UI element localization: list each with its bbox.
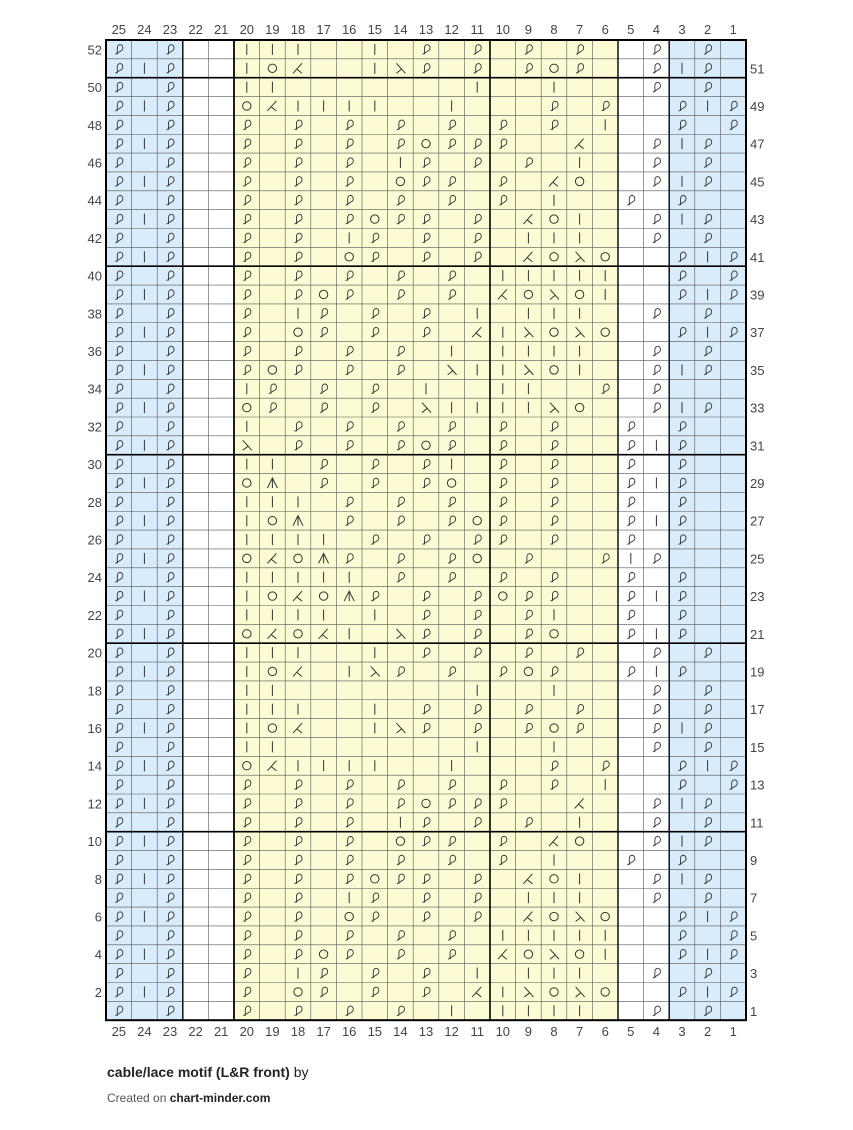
row-number-right: 21 (750, 626, 765, 642)
row-number-right: 45 (750, 174, 765, 190)
column-number-top: 15 (367, 22, 383, 37)
row-number-right: 41 (750, 249, 765, 265)
column-number-bottom: 24 (137, 1024, 152, 1040)
column-number-bottom: 22 (188, 1024, 203, 1040)
column-number-bottom: 4 (652, 1024, 661, 1040)
row-number-right: 29 (750, 475, 765, 491)
row-number-left: 52 (87, 42, 102, 58)
row-number-left: 44 (87, 193, 102, 209)
credit-line (107, 1091, 308, 1105)
column-number-top: 17 (316, 22, 331, 37)
column-number-top: 6 (601, 22, 609, 37)
row-number-right: 5 (750, 928, 758, 944)
row-number-left: 28 (87, 494, 102, 510)
row-number-right: 43 (750, 212, 765, 228)
column-number-bottom: 20 (239, 1024, 255, 1040)
column-number-top: 18 (290, 22, 306, 37)
row-number-left: 42 (87, 230, 102, 246)
row-number-right: 23 (750, 589, 765, 605)
column-number-bottom: 12 (444, 1024, 459, 1040)
column-number-bottom: 21 (213, 1024, 229, 1040)
column-number-top: 13 (418, 22, 434, 37)
site-link[interactable]: chart-minder.com (169, 1091, 271, 1105)
row-number-right: 17 (750, 702, 765, 718)
column-number-bottom: 19 (265, 1024, 280, 1040)
column-number-top: 1 (729, 22, 737, 37)
row-number-right: 37 (750, 325, 765, 341)
row-number-left: 18 (87, 683, 102, 699)
row-number-right: 1 (750, 1003, 758, 1019)
chart-title-line (107, 1064, 308, 1080)
row-number-right: 39 (750, 287, 765, 303)
column-number-bottom: 6 (601, 1024, 609, 1040)
column-number-bottom: 5 (627, 1024, 635, 1040)
row-number-left: 10 (87, 834, 102, 850)
row-number-right: 31 (750, 438, 765, 454)
column-number-bottom: 2 (703, 1024, 712, 1040)
row-number-left: 46 (87, 155, 102, 171)
row-number-left: 38 (87, 306, 102, 322)
column-number-top: 25 (111, 22, 127, 37)
row-number-right: 19 (750, 664, 765, 680)
column-number-top: 19 (265, 22, 280, 37)
row-number-left: 24 (87, 570, 102, 586)
column-number-bottom: 15 (367, 1024, 383, 1040)
row-number-right: 13 (750, 777, 765, 793)
column-number-top: 3 (678, 22, 686, 37)
row-number-left: 36 (87, 344, 102, 360)
row-number-right: 25 (750, 551, 765, 567)
column-number-top: 7 (575, 22, 584, 37)
column-number-bottom: 7 (575, 1024, 584, 1040)
row-number-left: 22 (87, 607, 102, 623)
column-number-top: 9 (524, 22, 533, 37)
row-number-left: 26 (87, 532, 102, 548)
column-number-top: 14 (393, 22, 408, 37)
row-number-left: 20 (87, 645, 102, 661)
chart-title: cable/lace motif (L&R front) (107, 1064, 290, 1080)
column-number-bottom: 1 (729, 1024, 737, 1040)
row-number-right: 15 (750, 739, 765, 755)
column-number-bottom: 3 (678, 1024, 686, 1040)
row-number-left: 16 (87, 721, 102, 737)
row-number-left: 40 (87, 268, 102, 284)
row-number-left: 4 (94, 947, 102, 963)
column-number-top: 24 (137, 22, 152, 37)
column-number-top: 21 (213, 22, 229, 37)
column-number-top: 4 (652, 22, 661, 37)
column-number-bottom: 16 (341, 1024, 357, 1040)
row-number-right: 27 (750, 513, 765, 529)
column-number-bottom: 17 (316, 1024, 331, 1040)
row-number-right: 35 (750, 362, 765, 378)
column-number-bottom: 13 (418, 1024, 434, 1040)
row-number-left: 12 (87, 796, 102, 812)
column-number-bottom: 23 (162, 1024, 178, 1040)
row-number-right: 49 (750, 98, 765, 114)
row-number-right: 7 (750, 890, 758, 906)
row-number-left: 34 (87, 381, 102, 397)
column-number-bottom: 11 (470, 1024, 484, 1040)
column-number-top: 23 (162, 22, 178, 37)
row-number-left: 30 (87, 457, 102, 473)
column-number-top: 10 (495, 22, 511, 37)
column-number-bottom: 14 (393, 1024, 408, 1040)
column-number-bottom: 18 (290, 1024, 306, 1040)
row-number-right: 3 (750, 966, 758, 982)
row-number-left: 14 (87, 758, 102, 774)
row-number-left: 48 (87, 117, 102, 133)
column-number-top: 12 (444, 22, 459, 37)
row-number-left: 50 (87, 80, 102, 96)
author-by-label: by (293, 1064, 309, 1080)
column-number-top: 16 (341, 22, 357, 37)
column-number-bottom: 10 (495, 1024, 511, 1040)
column-number-bottom: 9 (524, 1024, 533, 1040)
row-number-left: 8 (94, 871, 102, 887)
row-number-left: 6 (94, 909, 102, 925)
row-number-left: 2 (94, 984, 102, 1000)
chart-footer (107, 1064, 308, 1105)
column-number-top: 8 (550, 22, 558, 37)
row-number-right: 11 (750, 815, 764, 831)
row-number-right: 33 (750, 400, 765, 416)
column-number-top: 20 (239, 22, 255, 37)
column-number-top: 5 (627, 22, 635, 37)
column-number-bottom: 25 (111, 1024, 127, 1040)
created-on-label: Created on (107, 1091, 167, 1105)
row-number-right: 47 (750, 136, 765, 152)
column-number-top: 22 (188, 22, 203, 37)
column-number-top: 2 (703, 22, 712, 37)
row-number-right: 51 (750, 61, 765, 77)
row-number-right: 9 (750, 852, 758, 868)
column-number-top: 11 (470, 22, 484, 37)
column-number-bottom: 8 (550, 1024, 558, 1040)
row-number-left: 32 (87, 419, 102, 435)
